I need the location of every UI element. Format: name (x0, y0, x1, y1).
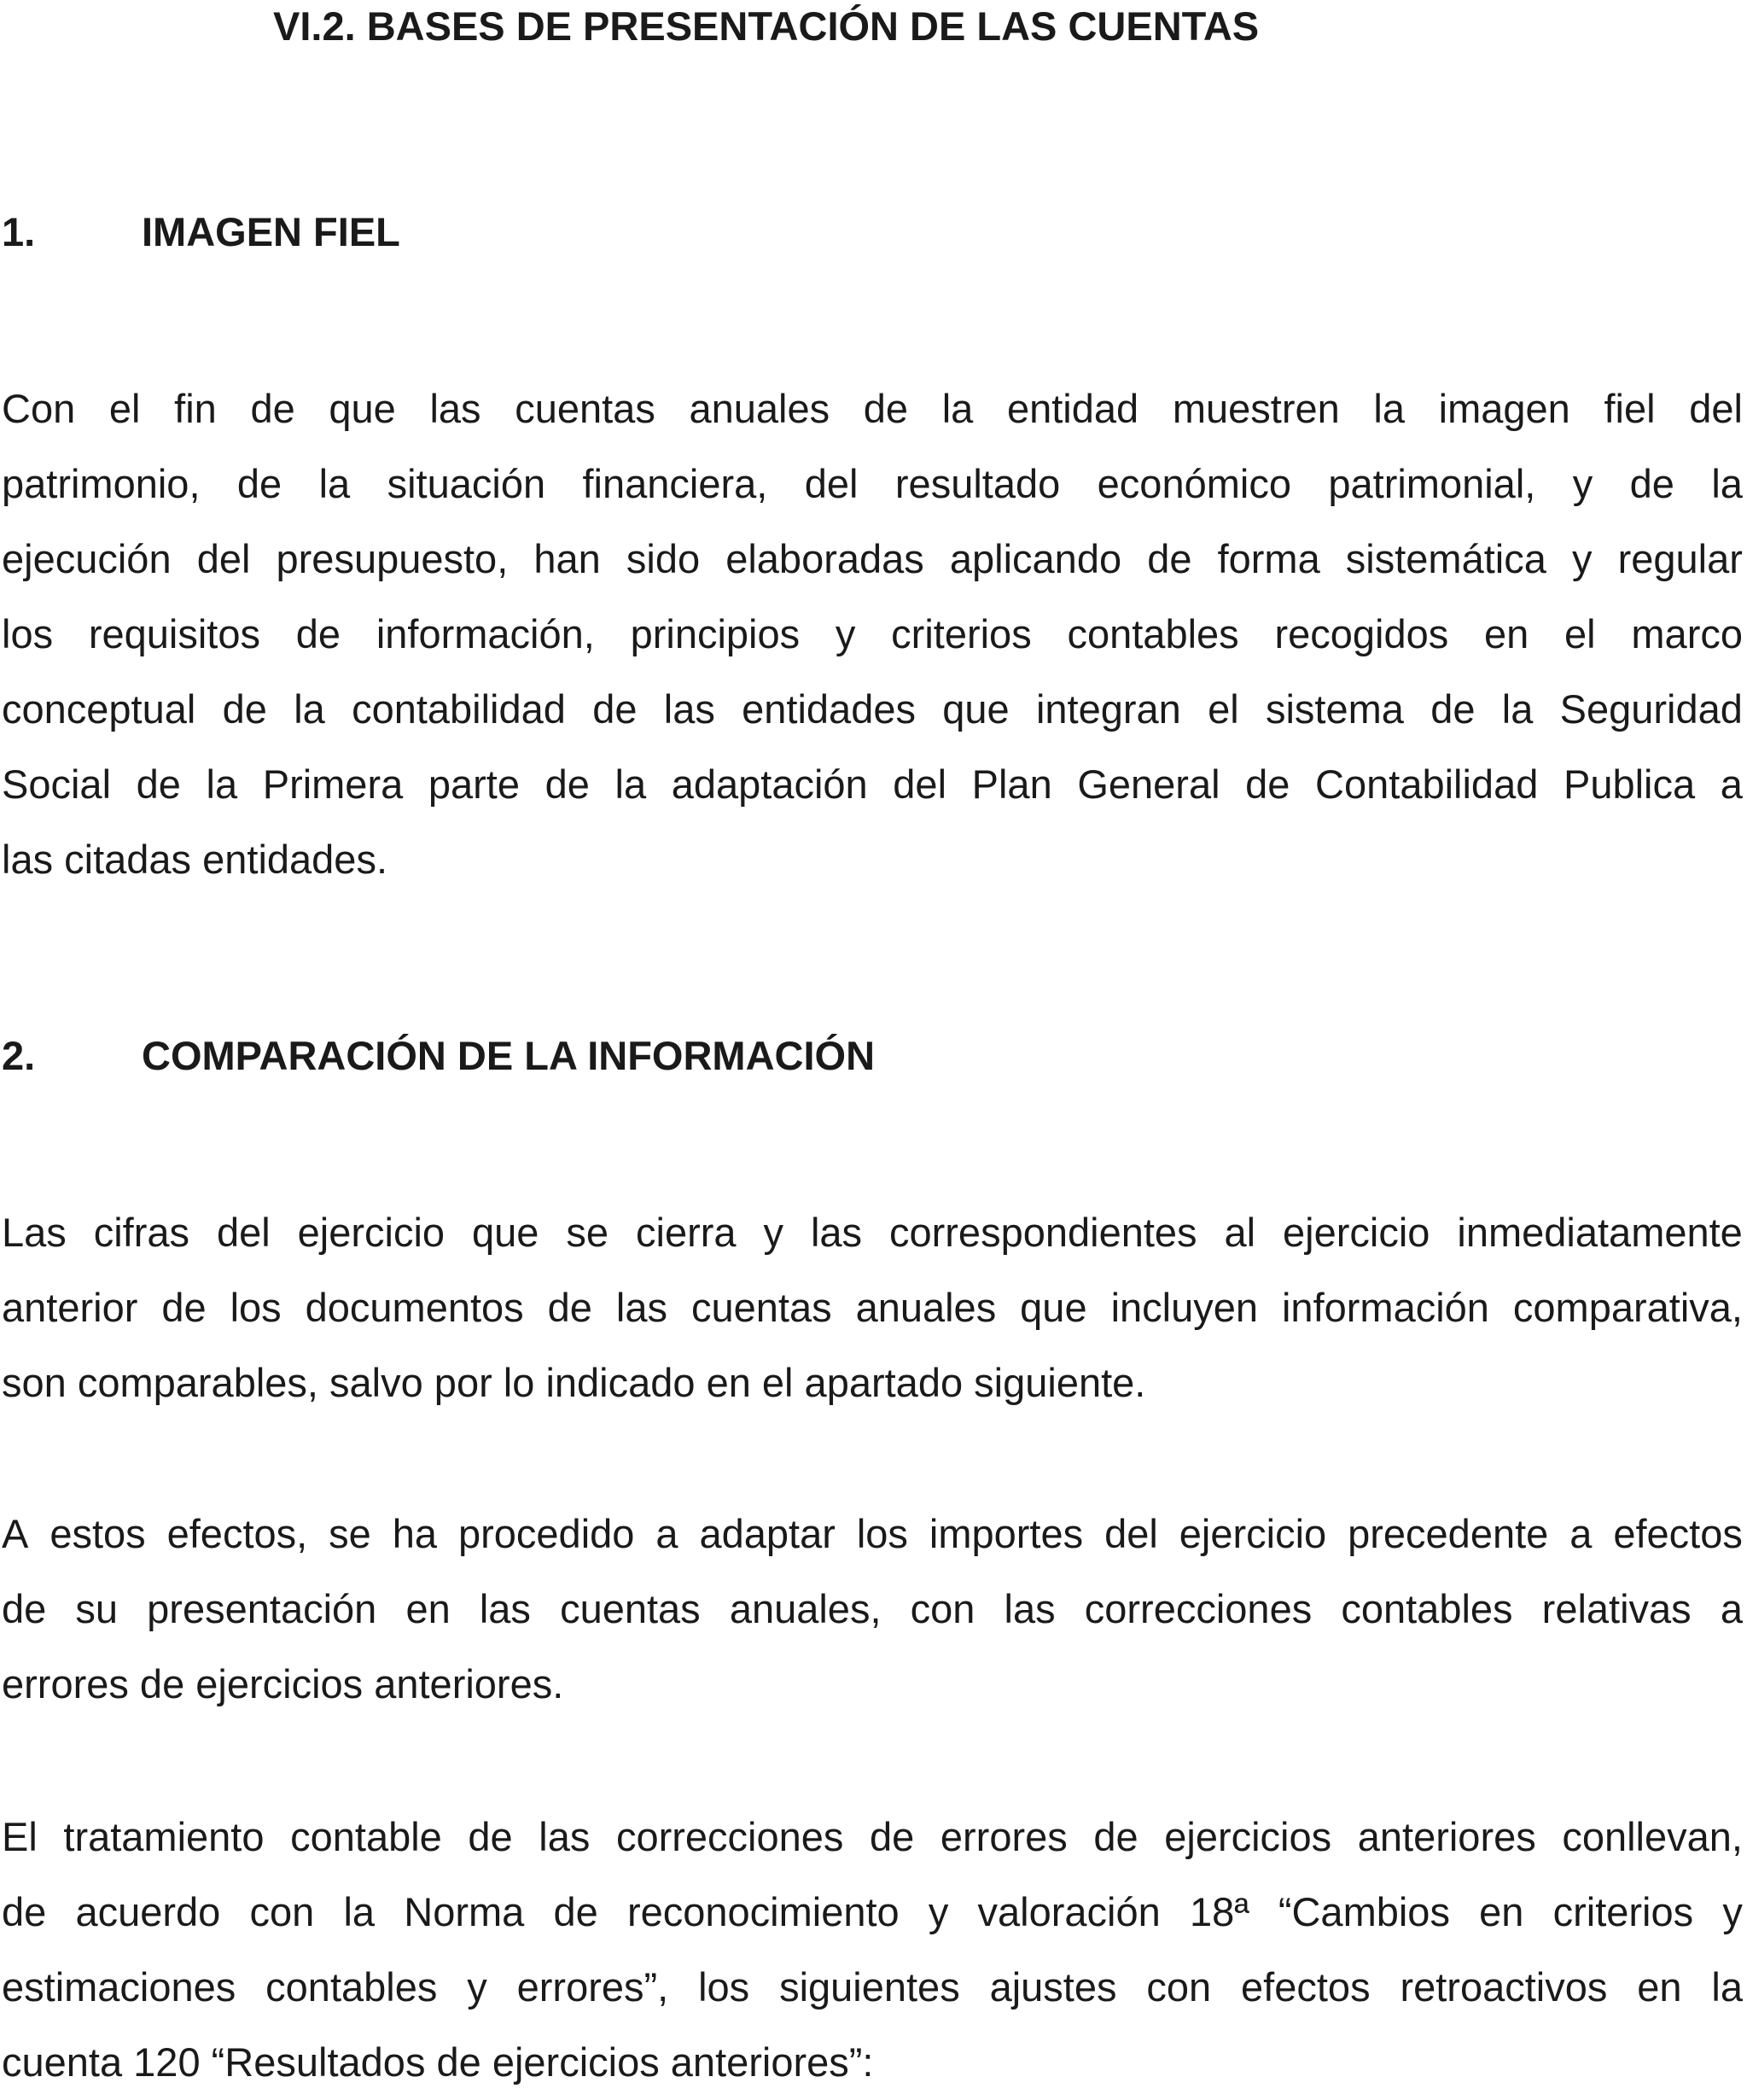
paragraph-line: los requisitos de información, principios y criterios contables recogidos en el marco (2, 611, 1743, 656)
paragraph-line: Con el fin de que las cuentas anuales de la entidad muestren la imagen fiel del (2, 386, 1743, 431)
paragraph-line: Las cifras del ejercicio que se cierra y las correspondientes al ejercicio inmediatamente (2, 1210, 1743, 1255)
paragraph-comparacion-1 (2, 1195, 1743, 1420)
section-title: IMAGEN FIEL (142, 209, 400, 254)
paragraph-line: conceptual de la contabilidad de las entidades que integran el sistema de la Seguridad (2, 686, 1743, 732)
section-heading-imagen-fiel (2, 207, 400, 257)
section-title: COMPARACIÓN DE LA INFORMACIÓN (142, 1033, 876, 1078)
paragraph-line: Social de la Primera parte de la adaptación del Plan General de Contabilidad Publica a (2, 761, 1743, 807)
section-heading-comparacion (2, 1031, 875, 1081)
paragraph-line: de acuerdo con la Norma de reconocimiento y valoración 18ª “Cambios en criterios y (2, 1889, 1743, 1934)
section-number: 2. (2, 1033, 36, 1078)
paragraph-imagen-fiel (2, 371, 1743, 897)
document-title: VI.2. BASES DE PRESENTACIÓN DE LAS CUENTAS (273, 3, 1260, 49)
paragraph-line: son comparables, salvo por lo indicado en el apartado siguiente. (2, 1360, 1146, 1405)
paragraph-line: de su presentación en las cuentas anuales, con las correcciones contables relativas a (2, 1586, 1743, 1631)
paragraph-line: estimaciones contables y errores”, los siguientes ajustes con efectos retroactivos en la (2, 1964, 1743, 2010)
paragraph-line: anterior de los documentos de las cuentas anuales que incluyen información comparativa, (2, 1285, 1743, 1330)
paragraph-line: ejecución del presupuesto, han sido elaboradas aplicando de forma sistemática y regular (2, 536, 1743, 581)
paragraph-line: errores de ejercicios anteriores. (2, 1661, 564, 1706)
paragraph-comparacion-2 (2, 1496, 1743, 1722)
paragraph-line: las citadas entidades. (2, 837, 388, 882)
paragraph-comparacion-3 (2, 1800, 1743, 2100)
section-number: 1. (2, 209, 36, 254)
paragraph-line: El tratamiento contable de las correcciones de errores de ejercicios anteriores conllevan, (2, 1814, 1743, 1859)
paragraph-line: A estos efectos, se ha procedido a adaptar los importes del ejercicio precedente a efectos (2, 1511, 1743, 1556)
paragraph-line: cuenta 120 “Resultados de ejercicios anteriores”: (2, 2039, 874, 2085)
paragraph-line: patrimonio, de la situación financiera, del resultado económico patrimonial, y de la (2, 461, 1743, 506)
